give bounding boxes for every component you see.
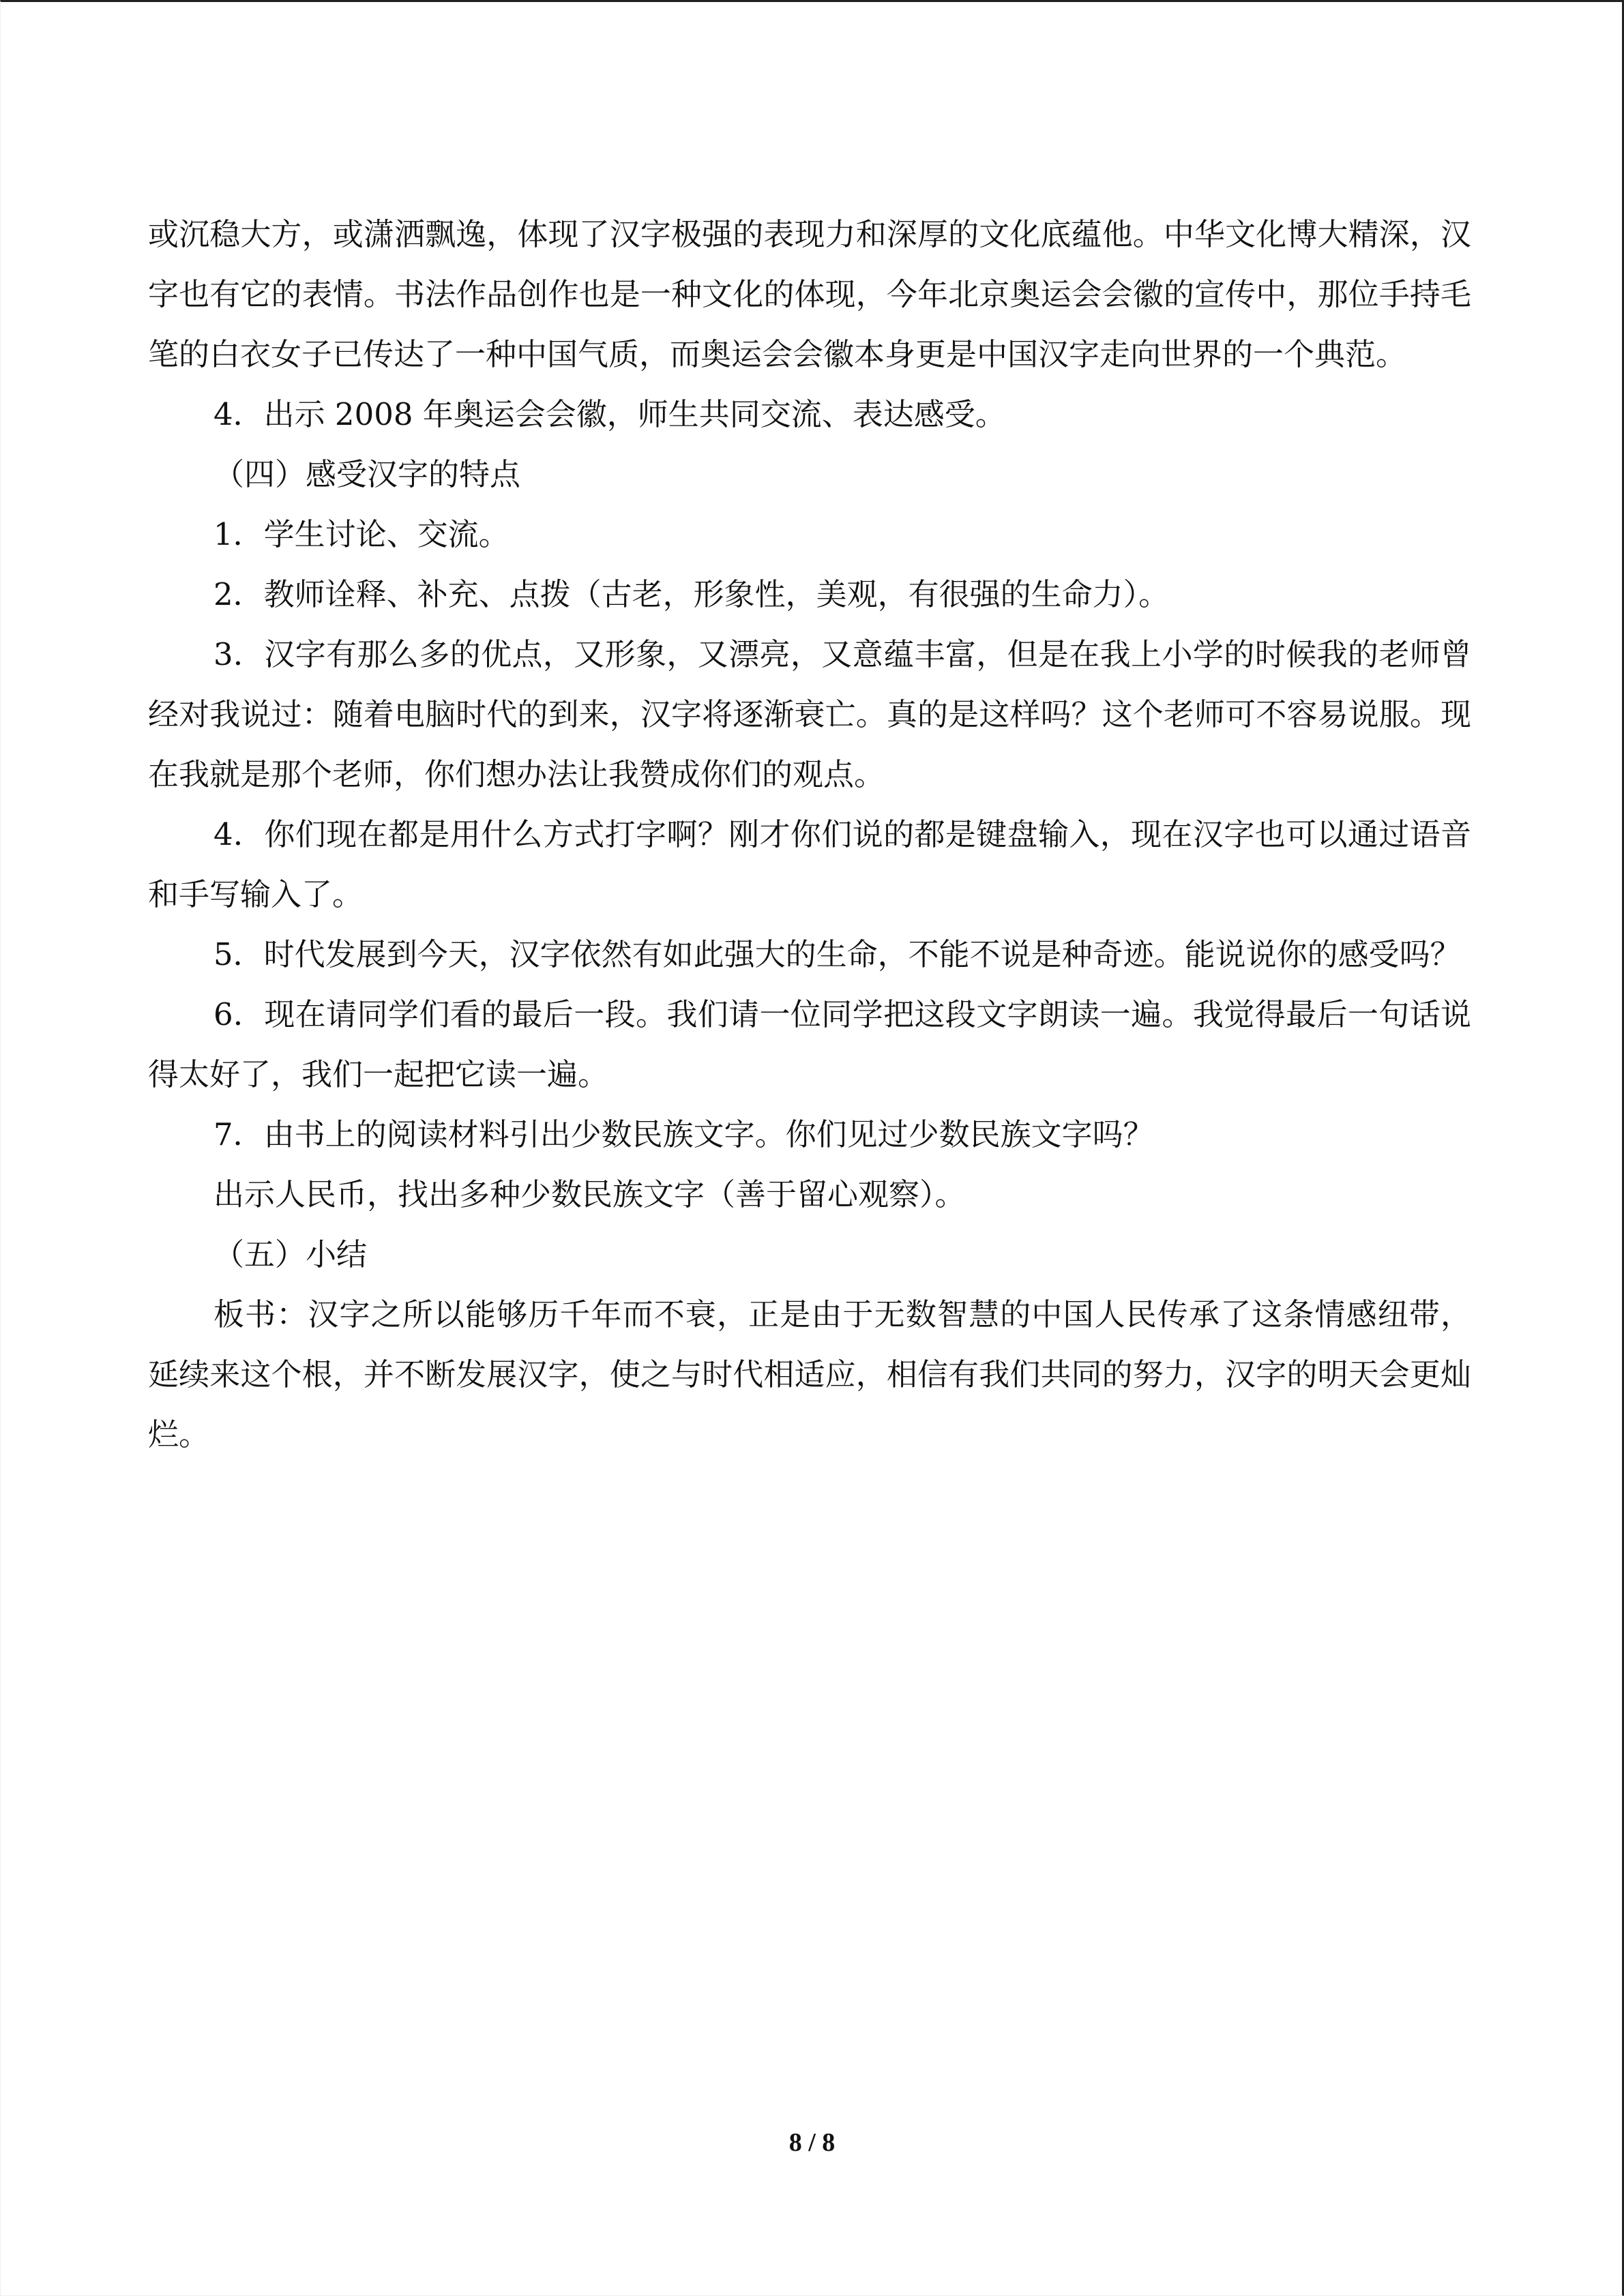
paragraph-continuation: 或沉稳大方，或潇洒飘逸，体现了汉字极强的表现力和深厚的文化底蕴他。中华文化博大精深，汉字也有它的表情。书法作品创作也是一种文化的体现，今年北京奥运会会徽的宣传中，那位手持毛笔的白衣女子已传达了一种中国气质，而奥运会会徽本身更是中国汉字走向世界的一个典范。: [148, 216, 1471, 372]
paragraph-blackboard: 板书：汉字之所以能够历千年而不衰，正是由于无数智慧的中国人民传承了这条情感纽带，延续来这个根，并不断发展汉字，使之与时代相适应，相信有我们共同的努力，汉字的明天会更灿烂。: [148, 1296, 1471, 1452]
list-item-vitality: 5．时代发展到今天，汉字依然有如此强大的生命，不能不说是种奇迹。能说说你的感受吗？: [213, 936, 1461, 972]
paragraph-rmb: 出示人民币，找出多种少数民族文字（善于留心观察）。: [213, 1176, 966, 1212]
list-item-typing: 4．你们现在都是用什么方式打字啊？刚才你们说的都是键盘输入，现在汉字也可以通过语音和手写输入了。: [148, 816, 1471, 912]
page-number: 8 / 8: [788, 2128, 836, 2157]
list-item-minority-scripts: 7．由书上的阅读材料引出少数民族文字。你们见过少数民族文字吗？: [213, 1116, 1154, 1152]
section-heading-summary: （五）小结: [213, 1236, 368, 1272]
list-item-advantages: 3．汉字有那么多的优点，又形象，又漂亮，又意蕴丰富，但是在我上小学的时候我的老师曾经对我说过：随着电脑时代的到来，汉字将逐渐衰亡。真的是这样吗？这个老师可不容易说服。现在我就是那个老师，你们想办法让我赞成你们的观点。: [148, 636, 1471, 792]
list-item-teacher-explain: 2．教师诠释、补充、点拨（古老，形象性，美观，有很强的生命力）。: [213, 576, 1170, 612]
section-heading-features: （四）感受汉字的特点: [213, 456, 521, 492]
paragraph-olympic-emblem: 4．出示 2008 年奥运会会徽，师生共同交流、表达感受。: [213, 396, 1006, 432]
list-item-read-aloud: 6．现在请同学们看的最后一段。我们请一位同学把这段文字朗读一遍。我觉得最后一句话说得太好了，我们一起把它读一遍。: [148, 996, 1471, 1092]
list-item-discuss: 1．学生讨论、交流。: [213, 516, 510, 552]
document-body: [148, 205, 1471, 1465]
